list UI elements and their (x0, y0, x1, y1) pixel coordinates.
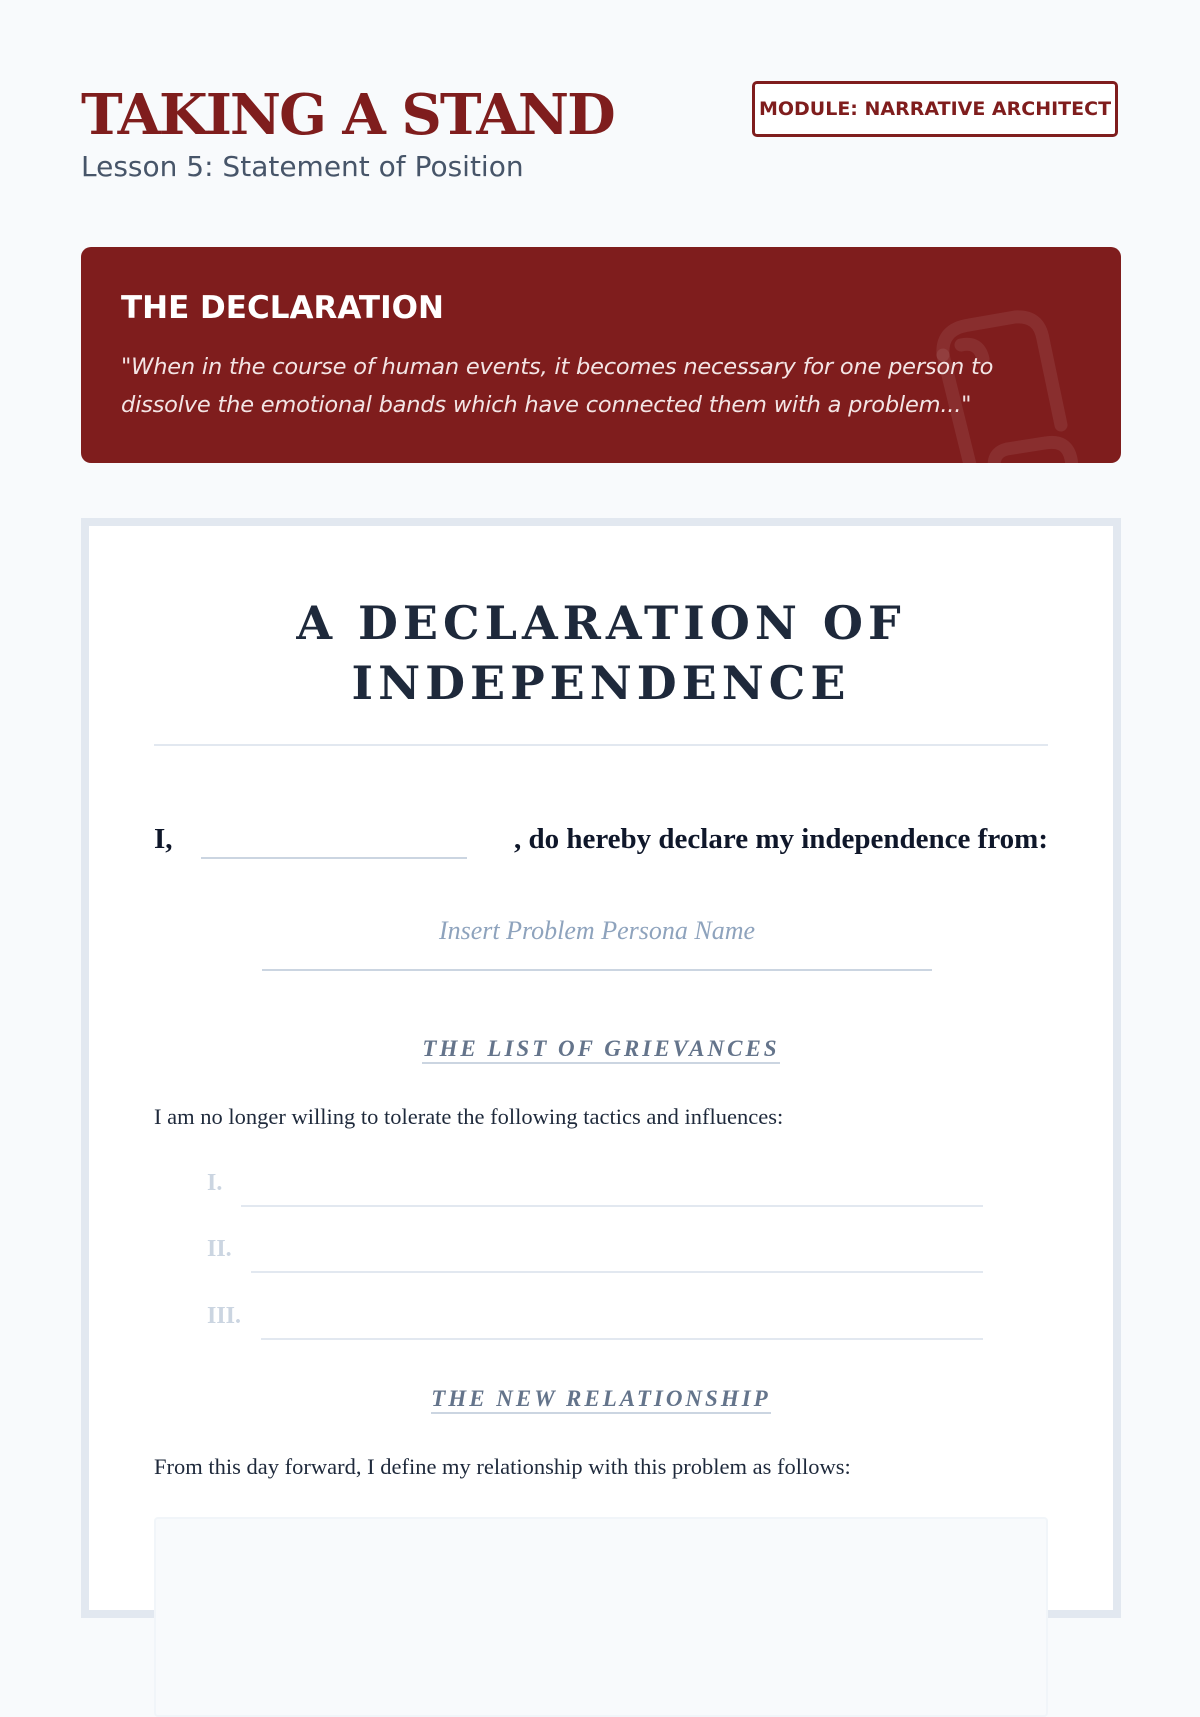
declaration-prefix: I, (154, 823, 173, 855)
grievance-item (207, 1232, 983, 1272)
grievance-number: III. (207, 1303, 242, 1329)
page-header (81, 82, 1121, 192)
relationship-heading-text: THE NEW RELATIONSHIP (431, 1386, 770, 1414)
relationship-intro: From this day forward, I define my relationship with this problem as follows: (154, 1454, 851, 1479)
declaration-banner (81, 247, 1121, 463)
grievances-heading (89, 1036, 1113, 1062)
grievance-item (207, 1299, 983, 1339)
banner-quote: "When in the course of human events, it becomes necessary for one person to dissolve the emotional bands which have connected them with a problem..." (121, 354, 994, 418)
grievance-item (207, 1166, 983, 1206)
title-divider (154, 744, 1048, 746)
declaration-form (81, 518, 1121, 1618)
persona-placeholder: Insert Problem Persona Name (438, 916, 756, 945)
grievances-intro: I am no longer willing to tolerate the following tactics and influences: (154, 1104, 784, 1129)
grievance-number: II. (207, 1236, 232, 1262)
module-badge: MODULE: NARRATIVE ARCHITECT (752, 81, 1118, 137)
grievances-heading-text: THE LIST OF GRIEVANCES (422, 1036, 779, 1064)
name-input[interactable] (201, 845, 467, 859)
grievance-number: I. (207, 1170, 223, 1196)
problem-persona-input[interactable] (262, 916, 932, 971)
banner-heading: THE DECLARATION (121, 290, 444, 326)
declaration-statement (154, 823, 1048, 867)
page-title: TAKING A STAND (81, 82, 614, 148)
grievance-input[interactable] (241, 1205, 983, 1207)
declaration-suffix: , do hereby declare my independence from: (513, 823, 1048, 855)
lesson-subtitle: Lesson 5: Statement of Position (81, 150, 524, 183)
grievance-input[interactable] (261, 1338, 983, 1340)
relationship-textarea[interactable] (154, 1517, 1048, 1717)
grievance-input[interactable] (251, 1271, 983, 1273)
relationship-heading (89, 1386, 1113, 1412)
document-title: A DECLARATION OF INDEPENDENCE (296, 596, 906, 710)
